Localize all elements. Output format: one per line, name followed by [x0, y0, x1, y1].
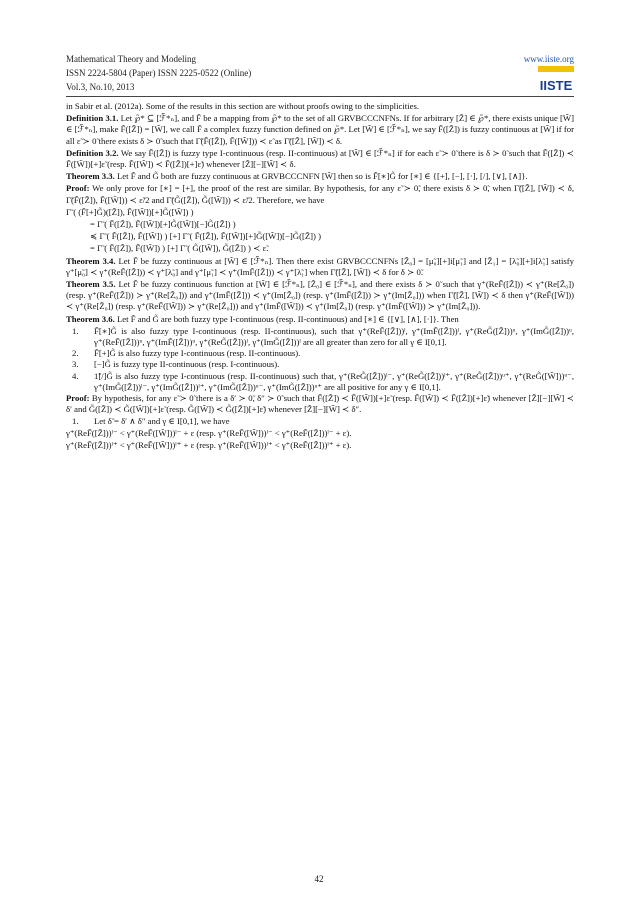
theorem-3-4: [66, 256, 574, 278]
thm34-text: Let F̃ be fuzzy continuous at [W̃] ∈ [ℱ̃*ₙ]. Then there exist GRVBCCCNFNs [Z̃₀] = [μ̃₀][+]i[μ̃₁] and [Z̃₁] = [λ̃₀][+]i[λ̃₁] satisfy γ⁺[μ̃₀] ≺ γ⁺(ReF̃([Z̃])) ≺ γ⁺[λ̃₀] and γ⁺[μ̃₁] ≺ γ⁺(ImF̃([Z̃])) ≺ γ⁺[λ̃₁] when Γ̃([Z̃], [W̃]) ≺ δ for δ ≻ 0̃.: [66, 255, 574, 277]
list-item: [66, 348, 574, 359]
list-item: [66, 359, 574, 370]
inequality-line-1: γ⁺(ReF̃([Z̃]))ˡ⁻ < γ⁺(ReF̃([W̃]))ˡ⁻ + ε (resp. γ⁺(ReF̃([W̃]))ˡ⁻ < γ⁺(ReF̃([Z̃]))ˡ⁻ + ε).: [66, 427, 352, 438]
list-item: [66, 371, 574, 393]
def32-text: We say F̃([Z̃]) is fuzzy type I-continuous (resp. II-continuous) at [W̃] ∈ [ℱ̃*ₙ] if for each ε̃ ≻ 0̃ there is δ ≻ 0̃ such that F̃([Z̃]) ≺ F̃([W̃])[+]ε̃ (resp. F̃([W̃]) ≺ F̃([Z̃])[+]ε̃) whenever [Z̃][−][W̃] ≺ δ.: [66, 147, 574, 170]
item1-text: F̃[∗]G̃ is also fuzzy type I-continuous (resp. II-continuous), such that γ⁺(ReF̃([Z̃]))ˡ, γ⁺(ImF̃([Z̃]))ˡ, γ⁺(ReG̃([Z̃]))ᵘ, γ⁺(ImG̃([Z̃]))ᵘ, γ⁺(ReF̃([Z̃]))ᵘ, γ⁺(ImF̃([Z̃]))ᵘ, γ⁺(ReG̃([Z̃]))ˡ, γ⁺(ImG̃([Z̃]))ˡ are all greater than zero for all γ ∈ I[0,1].: [94, 325, 574, 348]
thm36-label: Theorem 3.6.: [66, 313, 115, 324]
journal-name: Mathematical Theory and Modeling: [66, 54, 197, 64]
issn-line: ISSN 2224-5804 (Paper) ISSN 2225-0522 (Online): [66, 68, 252, 78]
intro-paragraph: in Sabir et al. (2012a). Some of the results in this section are without proofs owing to the simplicities.: [66, 101, 419, 111]
equation-line-1: Γ̃ ( (F̃[+]G̃)([Z̃]), F̃([W̃])[+]G̃([W̃]) ): [66, 206, 194, 217]
def32-label: Definition 3.2.: [66, 147, 119, 158]
item1-number: 1.: [72, 325, 79, 336]
equation-line-2: = Γ̃ ( F̃([Z̃]), F̃([W̃])[+]G̃([W̃])[−]G̃([Z̃]) ): [90, 219, 236, 230]
page-number: 42: [314, 874, 324, 884]
theorem-3-3: [66, 171, 574, 182]
theorem-3-5: [66, 279, 574, 313]
page-header: [66, 52, 574, 94]
logo-text: IISTE: [539, 78, 573, 93]
item4-text: 1̃[/]G̃ is also fuzzy type I-continuous (resp. II-continuous) such that, γ⁺(ReG̃([Z̃]))ˡ⁻, γ⁺(ReG̃([Z̃]))ˡ⁺, γ⁺(ReG̃([Z̃]))ᵘ⁺, γ⁺(ReG̃([W̃]))ᵘ⁻, γ⁺(ImG̃([Z̃]))ˡ⁻, γ⁺(ImG̃([Z̃]))ˡ⁺, γ⁺(ImG̃([Z̃]))ᵘ⁻, γ⁺(ImG̃([Z̃]))ᵘ⁺ are all positive for any γ ∈ I[0,1].: [94, 370, 574, 392]
theorem-3-6: [66, 314, 574, 325]
list-item: [66, 326, 574, 348]
proof2-label: Proof:: [66, 393, 90, 404]
inequality-line-2: γ⁺(ReF̃([Z̃]))ˡ⁺ < γ⁺(ReF̃([W̃]))ˡ⁺ + ε (resp. γ⁺(ReF̃([W̃]))ˡ⁺ < γ⁺(ReF̃([Z̃]))ˡ⁺ + ε).: [66, 439, 352, 450]
header-rule: [66, 96, 574, 97]
volume-line: Vol.3, No.10, 2013: [66, 82, 135, 92]
thm35-text: Let F̃ be fuzzy continuous function at [W̃] ∈ [ℱ̃*ₙ], [Z̃₀] ∈ [ℱ̃*ₙ], and there exists δ ≻ 0̃ such that γ⁺(ReF̃([Z̃])) ≺ γ⁺(Re[Z̃₀]) (resp. γ⁺(ReF̃([Z̃])) ≻ γ⁺(Re[Z̃₀])) and γ⁺(ImF̃([Z̃])) ≺ γ⁺(Im[Z̃₀]) (resp. γ⁺(ImF̃([Z̃])) ≻ γ⁺(Im[Z̃₀])) when Γ̃([Z̃], [W̃]) ≺ δ then γ⁺(ReF̃([W̃])) ≺ γ⁺(Re[Z̃₀]) (resp. γ⁺(ReF̃([W̃])) ≻ γ⁺(Re[Z̃₀])) and γ⁺(ImF̃([W̃])) ≺ γ⁺(Im[Z̃₀]) (resp. γ⁺(ImF̃([W̃])) ≻ γ⁺(Im[Z̃₀])).: [66, 279, 574, 312]
proof1-label: Proof:: [66, 183, 90, 194]
def31-label: Definition 3.1.: [66, 113, 119, 124]
iiste-logo: [538, 66, 574, 96]
item2-number: 2.: [72, 348, 79, 359]
item3-number: 3.: [72, 359, 79, 370]
def31-text: Let ℘̃* ⊆ [ℱ̃*ₙ], and F̃ be a mapping from ℘̃* to the set of all GRVBCCCNFNs. If for arbitrary [Z̃] ∈ ℘̃*, there exists unique [W̃] ∈ [ℱ̃*ₙ], make F̃([Z̃]) = [W̃], we call F̃ a complex fuzzy function defined on ℘̃*. Let [W̃] ∈ [ℱ̃*ₙ], we say F̃([Z̃]) is fuzzy continuous at [W̃] if for all ε̃ ≻ 0̃ there exists δ ≻ 0̃ such that Γ̃(F̃([Z̃]), F̃([W̃])) ≺ ε̃ as Γ̃([Z̃], [W̃]) ≺ δ.: [66, 113, 575, 146]
equation-line-4: = Γ̃ ( F̃([Z̃]), F̃([W̃]) ) [+] Γ̃ ( G̃([W̃]), G̃([Z̃]) ) ≺ ε̃.: [90, 243, 269, 254]
journal-url[interactable]: www.iiste.org: [523, 54, 574, 64]
item2-text: F̃[+]G̃ is also fuzzy type I-continuous (resp. II-continuous).: [94, 348, 301, 359]
definition-3-2: [66, 148, 574, 170]
proof2-text: By hypothesis, for any ε̃ ≻ 0̃ there is a δ′ ≻ 0̃, δ″ ≻ 0̃ such that F̃([Z̃]) ≺ F̃([W̃])[+]ε̃ (resp. F̃([W̃]) ≺ F̃([Z̃])[+]ε̃) whenever [Z̃][−][W̃] ≺ δ′ and G̃([Z̃]) ≺ G̃([W̃])[+]ε̃ (resp. G̃([W̃]) ≺ G̃([Z̃])[+]ε̃) whenever [Z̃][−][W̃] ≺ δ″.: [66, 393, 574, 415]
thm35-label: Theorem 3.5.: [66, 279, 116, 290]
item4-number: 4.: [72, 370, 79, 381]
step1-number: 1.: [72, 416, 79, 427]
thm33-label: Theorem 3.3.: [66, 171, 115, 182]
step1-text: Let δ̃ = δ′ ∧ δ″ and γ ∈ I[0,1], we have: [94, 416, 230, 427]
proof-2: [66, 393, 574, 415]
definition-3-1: [66, 113, 574, 147]
thm34-label: Theorem 3.4.: [66, 255, 116, 266]
item3-text: [−]G̃ is fuzzy type II-continuous (resp. I-continuous).: [94, 359, 280, 370]
proof1-text: We only prove for [∗] = [+], the proof of the rest are similar. By hypothesis, for any ε̃ ≻ 0̃, there exists δ ≻ 0̃, when Γ̃([Z̃], [W̃]) ≺ δ, Γ̃(F̃([Z̃]), F̃([W̃])) ≺ ε̃/2 and Γ̃(G̃([Z̃]), G̃([W̃])) ≺ ε̃/2. Therefore, we have: [66, 183, 574, 205]
list-item: [66, 416, 574, 427]
thm36-text: Let F̃ and G̃ are both fuzzy type I-continuous (resp. II-continuous) and [∗] ∈ {[∨], [∧], [·]}. Then: [117, 313, 459, 324]
proof-1: [66, 183, 574, 205]
page-body: [66, 101, 574, 452]
equation-line-3: ≼ Γ̃ ( F̃([Z̃]), F̃([W̃]) ) [+] Γ̃ ( F̃([Z̃]), F̃([W̃])[+]G̃([W̃])[−]G̃([Z̃]) ): [90, 231, 322, 242]
thm33-text: Let F̃ and G̃ both are fuzzy continuous at GRVBCCCNFN [W̃] then so is F̃[∗]G̃ for [∗] ∈ {[+], [−], [·], [/], [∨], [∧]}.: [117, 171, 528, 182]
